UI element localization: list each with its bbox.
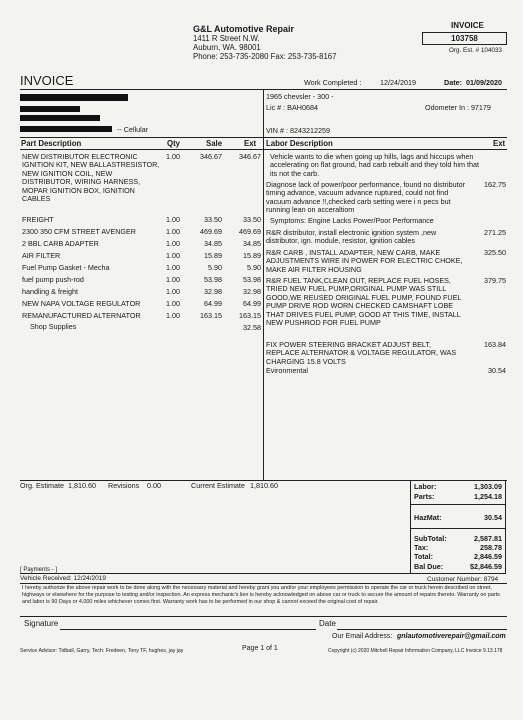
part-ext: 32.98	[243, 287, 261, 296]
signature-date-label: Date	[319, 619, 336, 628]
received-rule	[20, 583, 507, 584]
labor-ext: 325.50	[484, 248, 506, 257]
part-desc: fuel pump push-rod	[22, 275, 84, 284]
part-ext: 53.98	[243, 275, 261, 284]
org-estimate-value: 1,810.60	[68, 481, 96, 490]
invoice-number: 103758	[422, 32, 507, 45]
labor-ext: 271.25	[484, 228, 506, 237]
shop-phone: Phone: 253-735-2080 Fax: 253-735-8167	[193, 52, 337, 61]
labor-desc: Vehicle wants to die when going up hills, lags and hiccups when accelerating on flat ground, had carb rebuilt and they told him that its not the carb.	[270, 152, 479, 178]
part-ext: 64.99	[243, 299, 261, 308]
part-sale: 53.98	[204, 275, 222, 284]
part-desc: 2300 350 CFM STREET AVENGER	[22, 227, 136, 236]
part-desc: FREIGHT	[22, 215, 54, 224]
part-sale: 15.89	[204, 251, 222, 260]
total-label: HazMat:	[414, 513, 442, 522]
total-label: SubTotal:	[414, 534, 447, 543]
cellular-label: -- Cellular	[117, 125, 149, 134]
vehicle-model: 1965 chevsler - 300 -	[266, 92, 334, 101]
signature-date-line[interactable]	[337, 629, 507, 630]
vehicle-vin: VIN # : 8243212259	[266, 126, 330, 135]
org-estimate-number: Org. Est. # 104033	[449, 47, 502, 54]
labor-desc: Evironmental	[266, 366, 308, 375]
shop-city: Auburn, WA. 98001	[193, 43, 261, 52]
copyright: Copyright (c) 2020 Mitchell Repair Information Company, LLC Invoice 9.13.178	[328, 648, 503, 654]
total-label: Parts:	[414, 492, 435, 501]
part-qty: 1.00	[166, 311, 180, 320]
redacted-name	[20, 94, 128, 101]
shop-name: G&L Automotive Repair	[193, 24, 295, 34]
part-qty: 1.00	[166, 299, 180, 308]
revisions-value: 0.00	[147, 481, 161, 490]
redacted-address	[20, 106, 80, 112]
part-qty: 1.00	[166, 152, 180, 161]
part-sale: 163.15	[200, 311, 222, 320]
labor-desc: R&R CARB , INSTALL ADAPTER, NEW CARB, MAKE ADJUSTMENTS WIRE IN POWER FOR ELECTRIC CHOKE, MAKE AIR FILTER HOUSING	[266, 248, 463, 274]
labor-desc: R&R distributor, install electronic ignition system ,new distributor, ign. module, resistor, ignition cables	[266, 228, 437, 246]
invoice-box-label: INVOICE	[451, 21, 484, 30]
part-sale: 34.85	[204, 239, 222, 248]
redacted-city	[20, 115, 100, 121]
doc-title: INVOICE	[20, 73, 74, 88]
part-desc: Fuel Pump Gasket - Mecha	[22, 263, 110, 272]
email-label: Our Email Address:	[332, 633, 393, 640]
part-qty: 1.00	[166, 287, 180, 296]
part-qty: 1.00	[166, 239, 180, 248]
part-desc: NEW NAPA VOLTAGE REGULATOR	[22, 299, 141, 308]
payments-rule	[20, 573, 410, 574]
labor-desc: Symptoms: Engine Lacks Power/Poor Performance	[270, 216, 434, 225]
payments-label: [ Payments - ]	[20, 567, 58, 573]
totals-rule	[410, 504, 505, 505]
header-divider	[263, 90, 264, 137]
part-ext: 15.89	[243, 251, 261, 260]
parts-header-desc: Part Description	[21, 139, 82, 148]
part-desc: handling & freight	[22, 287, 78, 296]
column-divider	[263, 137, 264, 480]
authorization-text: I hereby authorize the above repair work to be done along with the necessary material and hereby grant you and/or your employees permission to operate the car or truck herein described on street, highways or elsewhere for the purpose to testing and/or inspection. An express mechanic's lien is hereby acknowledged on above car or truck to secure the amount of repairs thereto. Warranty on parts and labor is 90 Days or 4,000 miles whichever comes first. Warranty work has to be performed in our shop & cannot exceed the original cost of repair.	[22, 585, 500, 605]
service-advisor: Service Advisor: Tidball, Garry, Tech: Fredeen, Tony TF, hughes, jay jay	[20, 648, 184, 654]
total-value: 2,846.59	[474, 552, 502, 561]
part-sale: 469.69	[200, 227, 222, 236]
customer-number: Customer Number: 8794	[427, 576, 499, 583]
email-address[interactable]: gnlautomotiverepair@gmail.com	[397, 633, 506, 640]
labor-desc: R&R FUEL TANK,CLEAN OUT, REPLACE FUEL HOSES, TRIED NEW FUEL PUMP,ORIGINAL PUMP WAS STILL GOOD,WE REUSED ORIGINAL FUEL PUMP, FOUND FUEL PUMP DRIVE ROD WORN CHECKED CAMSHAFT LOBE THAT DRIVES FUEL PUMP, GOOD AT THIS TIME, INSTALL NEW PUSHROD FOR FUEL PUMP	[266, 276, 462, 328]
labor-desc: Diagnose lack of power/poor performance, found no distributor timing advance, vacuum advance ruptured, could not find vacuum advance !!,checked carb setting were i n pecs but running lean on acceraltiom	[266, 180, 465, 215]
labor-ext: 162.75	[484, 180, 506, 189]
signature-line[interactable]	[60, 629, 316, 630]
signature-top-rule	[20, 616, 507, 617]
part-qty: 1.00	[166, 263, 180, 272]
part-qty: 1.00	[166, 275, 180, 284]
part-ext: 34.85	[243, 239, 261, 248]
labor-ext: 163.84	[484, 340, 506, 349]
part-sale: 32.98	[204, 287, 222, 296]
total-label: Bal Due:	[414, 562, 444, 571]
labor-ext: 379.75	[484, 276, 506, 285]
part-ext: 469.69	[239, 227, 261, 236]
total-value: 1,303.09	[474, 482, 502, 491]
part-ext: 32.58	[243, 323, 261, 332]
total-value: 2,587.81	[474, 534, 502, 543]
part-desc: NEW DISTRIBUTOR ELECTRONIC IGNITION KIT, NEW BALLASTRESISTOR, NEW IGNITION COIL, NEW DISTRIBUTOR, WIRING HARNESS, MOPAR IGNITION BOX, IGNITION CABLES	[22, 152, 160, 204]
current-estimate-label: Current Estimate	[191, 481, 245, 490]
odometer: Odometer In : 97179	[425, 103, 491, 112]
part-desc: 2 BBL CARB ADAPTER	[22, 239, 99, 248]
part-desc: AIR FILTER	[22, 251, 61, 260]
redacted-phone	[20, 126, 112, 132]
total-label: Total:	[414, 552, 434, 561]
part-qty: 1.00	[166, 251, 180, 260]
part-desc: Shop Supplies	[30, 322, 77, 331]
labor-header-ext: Ext	[493, 139, 506, 148]
totals-rule	[410, 528, 505, 529]
part-sale: 5.90	[208, 263, 222, 272]
part-sale: 346.67	[200, 152, 222, 161]
total-value: $2,846.59	[470, 562, 502, 571]
total-label: Tax:	[414, 543, 429, 552]
signature-label: Signature	[24, 619, 59, 628]
page-number: Page 1 of 1	[242, 645, 278, 652]
labor-desc: FIX POWER STEERING BRACKET ADJUST BELT, REPLACE ALTERNATOR & VOLTAGE REGULATOR, WAS CHARGING 15.8 VOLTS	[266, 340, 457, 366]
part-ext: 33.50	[243, 215, 261, 224]
revisions-label: Revisions	[108, 481, 140, 490]
labor-ext: 30.54	[488, 366, 506, 375]
date-label: Date:	[444, 78, 462, 87]
work-completed-date: 12/24/2019	[380, 78, 416, 87]
total-value: 1,254.18	[474, 492, 502, 501]
invoice-date: 01/09/2020	[466, 78, 502, 87]
parts-header-ext: Ext	[244, 139, 257, 148]
current-estimate-value: 1,810.60	[250, 481, 278, 490]
part-ext: 5.90	[247, 263, 261, 272]
part-ext: 163.15	[239, 311, 261, 320]
vehicle-lic: Lic # : BAH0684	[266, 103, 318, 112]
total-value: 258.78	[480, 543, 502, 552]
part-desc: REMANUFACTURED ALTERNATOR	[22, 311, 141, 320]
total-label: Labor:	[414, 482, 437, 491]
part-qty: 1.00	[166, 227, 180, 236]
part-sale: 33.50	[204, 215, 222, 224]
shop-street: 1411 R Street N.W.	[193, 34, 260, 43]
part-ext: 346.67	[239, 152, 261, 161]
total-value: 30.54	[484, 513, 502, 522]
work-completed-label: Work Completed :	[304, 78, 362, 87]
part-qty: 1.00	[166, 215, 180, 224]
part-sale: 64.99	[204, 299, 222, 308]
vehicle-received: Vehicle Received: 12/24/2019	[20, 575, 107, 582]
parts-header-qty: Qty	[167, 139, 180, 148]
parts-header-sale: Sale	[206, 139, 223, 148]
org-estimate-label: Org. Estimate	[20, 481, 64, 490]
labor-header-desc: Labor Description	[266, 139, 333, 148]
